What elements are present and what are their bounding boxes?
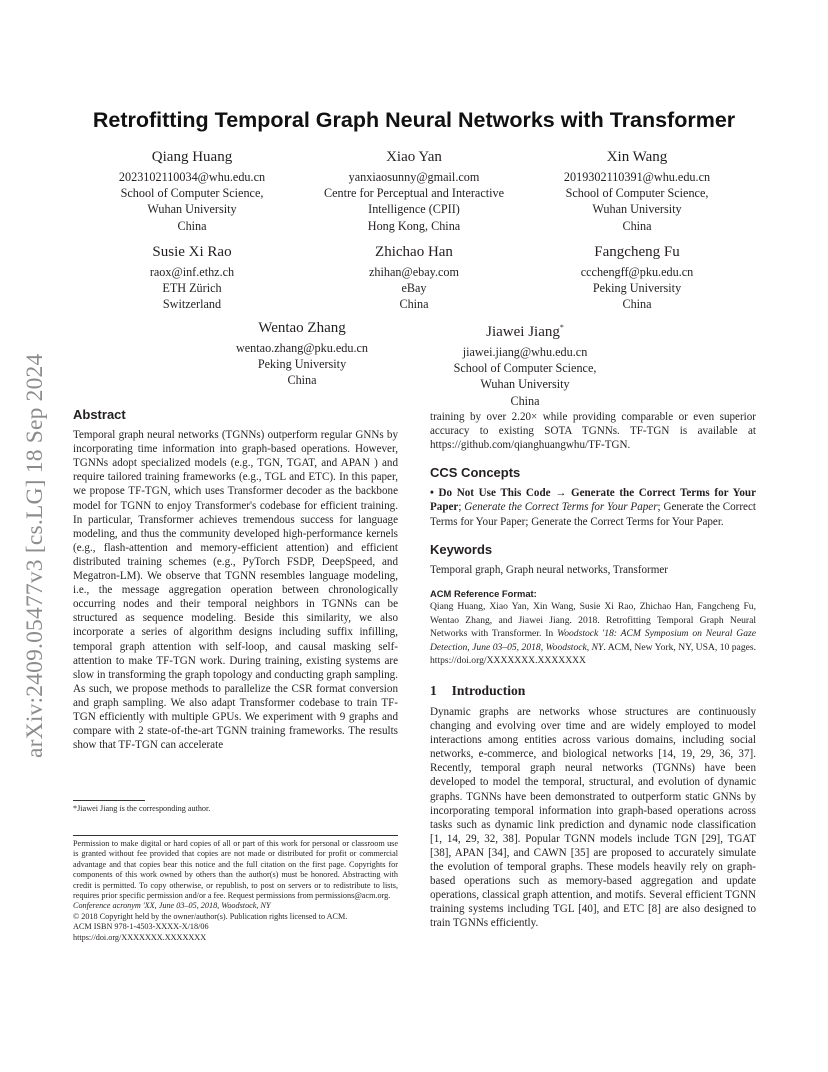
ccs-rest: ; Generate the Correct Terms for Your Paper; Generate the Correct Terms for Your Paper. — [430, 501, 756, 528]
keywords-heading: Keywords — [430, 541, 493, 557]
author-affiliation: ETH Zürich — [162, 281, 222, 296]
author-email: jiawei.jiang@whu.edu.cn — [462, 345, 588, 359]
author-affiliation: Centre for Perceptual and Interactive — [323, 186, 504, 201]
ccs-bullet: • — [430, 487, 434, 500]
ccs-text: • Do Not Use This Code → Generate the Correct Terms for Your Paper; Generate the Correct Terms for Your Paper; Generate the Correct Terms for Your Paper; Generate the Correct Terms for Your Paper. — [430, 487, 756, 528]
acm-ref-tail: . ACM, New York, NY, USA, 10 pages. https://doi.org/XXXXXXX.XXXXXXX — [430, 641, 757, 667]
footnote-rule — [73, 800, 145, 801]
author-name: Zhichao Han — [375, 244, 453, 260]
author-affiliation: Intelligence (CPII) — [368, 202, 460, 217]
acm-reference — [430, 587, 756, 668]
author-block — [284, 243, 544, 313]
author-email: 2023102110034@whu.edu.cn — [118, 170, 266, 184]
author-block — [62, 148, 322, 234]
author-country: Switzerland — [162, 297, 222, 312]
author-affiliation: School of Computer Science, — [453, 361, 597, 376]
doi-link[interactable]: https://doi.org/XXXXXXX.XXXXXXX — [73, 932, 207, 942]
author-affiliation: Peking University — [592, 281, 682, 296]
author-name: Wentao Zhang — [258, 320, 346, 336]
abstract-section — [73, 408, 398, 752]
conference-line: Conference acronym 'XX, June 03–05, 2018, Woodstock, NY — [73, 901, 271, 911]
author-name: Fangcheng Fu — [594, 244, 680, 260]
footnote-corresponding: *Jiawei Jiang is the corresponding author. — [73, 804, 211, 813]
author-affiliation: eBay — [401, 281, 427, 296]
author-country: China — [510, 393, 540, 408]
author-email: yanxiaosunny@gmail.com — [348, 170, 480, 184]
author-affiliation: School of Computer Science, — [565, 186, 709, 201]
author-affiliation: Wuhan University — [147, 202, 237, 217]
author-country: China — [399, 297, 429, 312]
permission-rule — [73, 835, 398, 836]
author-block — [284, 148, 544, 234]
intro-heading — [430, 684, 756, 699]
author-block — [172, 319, 432, 389]
corresponding-mark: * — [559, 323, 564, 332]
author-name: Xin Wang — [606, 149, 668, 165]
author-country: China — [622, 218, 652, 233]
author-country: China — [287, 373, 317, 388]
intro-text: Dynamic graphs are networks whose structures are continuously changing and evolving over time and are widely employed to model interactions among entities across various domains, including social networks, e-commerce, and biological networks [14, 19, 29, 36, 37]. Recently, temporal graph neural networks (TGNNs) have been developed to model the temporal, structural, and evolution of dynamic graphs. TGNNs have been demonstrated to outperform static GNNs by incorporating temporal information into graph-based operations across tasks such as dynamic link prediction and dynamic node classification [1, 14, 29, 32, 38]. Popular TGNN models include TGN [29], TGAT [38], APAN [34], and CAWN [35] are proposed to accurately simulate the evolution of temporal graphs. These models heavily rely on graph-based operations such as memory-based aggregation and update operations, classical graph attention, and motifs. Several efficient TGNN training systems including TGL [40], and ETC [8] are also designed to train TGNNs efficiently. — [430, 705, 756, 930]
author-affiliation: School of Computer Science, — [120, 186, 264, 201]
ccs-italic-term: Generate the Correct Terms for Your Paper — [464, 501, 658, 514]
abstract-heading: Abstract — [73, 407, 126, 422]
author-block — [507, 243, 767, 313]
copyright-line: © 2018 Copyright held by the owner/author(s). Publication rights licensed to ACM. — [73, 911, 348, 921]
permission-block — [73, 839, 398, 943]
author-name: Jiawei Jiang — [486, 324, 560, 340]
keywords-text: Temporal graph, Graph neural networks, Transformer — [430, 563, 668, 576]
author-country: China — [622, 297, 652, 312]
author-name: Susie Xi Rao — [152, 244, 232, 260]
section-title: Introduction — [451, 682, 526, 698]
author-affiliation: Wuhan University — [592, 202, 682, 217]
author-email: raox@inf.ethz.ch — [149, 265, 235, 279]
right-column — [430, 410, 756, 930]
abstract-continuation: training by over 2.20× while providing comparable or even superior accuracy to existing SOTA TGNNs. TF-TGN is available at https://github.com/qianghuangwhu/TF-TGN. — [430, 411, 756, 452]
acm-ref-text: Qiang Huang, Xiao Yan, Xin Wang, Susie Xi Rao, Zhichao Han, Fangcheng Fu, Wentao Zhang, and Jiawei Jiang. 2018. Retrofitting Temporal Graph Neural Networks with Transformer. In — [430, 601, 756, 640]
section-number: 1 — [430, 682, 437, 698]
arxiv-stamp: arXiv:2409.05477v3 [cs.LG] 18 Sep 2024 — [22, 353, 48, 758]
author-name: Xiao Yan — [386, 149, 442, 165]
author-block — [62, 243, 322, 313]
author-email: zhihan@ebay.com — [369, 265, 459, 279]
acm-ref-heading: ACM Reference Format: — [430, 587, 537, 599]
author-country: China — [177, 218, 207, 233]
author-block — [395, 319, 655, 409]
ccs-bold-term: Do Not Use This Code → Generate the Correct Terms for Your Paper — [430, 487, 756, 514]
acm-ref-venue: Woodstock '18: ACM Symposium on Neural Gaze Detection, June 03–05, 2018, Woodstock, NY — [430, 628, 756, 653]
author-affiliation: Wuhan University — [480, 377, 570, 392]
permission-text: Permission to make digital or hard copies of all or part of this work for personal or classroom use is granted without fee provided that copies are not made or distributed for profit or commercial advantage and that copies bear this notice and the full citation on the first page. Copyrights for components of this work owned by others than the author(s) must be honored. Abstracting with credit is permitted. To copy otherwise, or republish, to post on servers or to redistribute to lists, requires prior specific permission and/or a fee. Request permissions from permissions@acm.org. — [73, 839, 398, 901]
author-block — [507, 148, 767, 234]
paper-title: Retrofitting Temporal Graph Neural Networks with Transformer — [92, 108, 736, 132]
author-email: wentao.zhang@pku.edu.cn — [235, 341, 369, 355]
isbn-line: ACM ISBN 978-1-4503-XXXX-X/18/06 — [73, 922, 209, 932]
author-email: ccchengff@pku.edu.cn — [580, 265, 694, 279]
author-name: Qiang Huang — [151, 149, 233, 165]
author-country: Hong Kong, China — [367, 218, 461, 233]
author-email: 2019302110391@whu.edu.cn — [563, 170, 711, 184]
abstract-text: Temporal graph neural networks (TGNNs) outperform regular GNNs by incorporating time information into graph-based operations. However, TGNNs adopt specialized models (e.g., TGN, TGAT, and APAN ) and require tailored training frameworks (e.g., TGL and ETC). In this paper, we propose TF-TGN, which uses Transformer decoder as the backbone model for TGNN to enjoy Transformer's codebase for efficient training. In particular, Transformer achieves tremendous success for language modeling, and thus the community developed high-performance kernels (e.g., flash-attention and memory-efficient attention) and efficient distributed training schemes (e.g., PyTorch FSDP, DeepSpeed, and Megatron-LM). We observe that TGNN resembles language modeling, i.e., the message aggregation operation between chronologically occurring nodes and their temporal neighbors in TGNNs can be structured as sequence modeling. Beside this similarity, we also incorporate a series of algorithm designs including suffix infilling, temporal graph attention with self-loop, and causal masking self-attention to make TF-TGN work. During training, existing systems are slow in transforming the graph topology and conducting graph sampling. As such, we propose methods to parallelize the CSR format conversion and graph sampling. We also adapt Transformer codebase to train TF-TGN efficiently with multiple GPUs. We experiment with 9 graphs and compare with 2 state-of-the-art TGNN training frameworks. The results show that TF-TGN can accelerate — [73, 429, 398, 752]
ccs-heading: CCS Concepts — [430, 465, 521, 481]
author-affiliation: Peking University — [257, 357, 347, 372]
